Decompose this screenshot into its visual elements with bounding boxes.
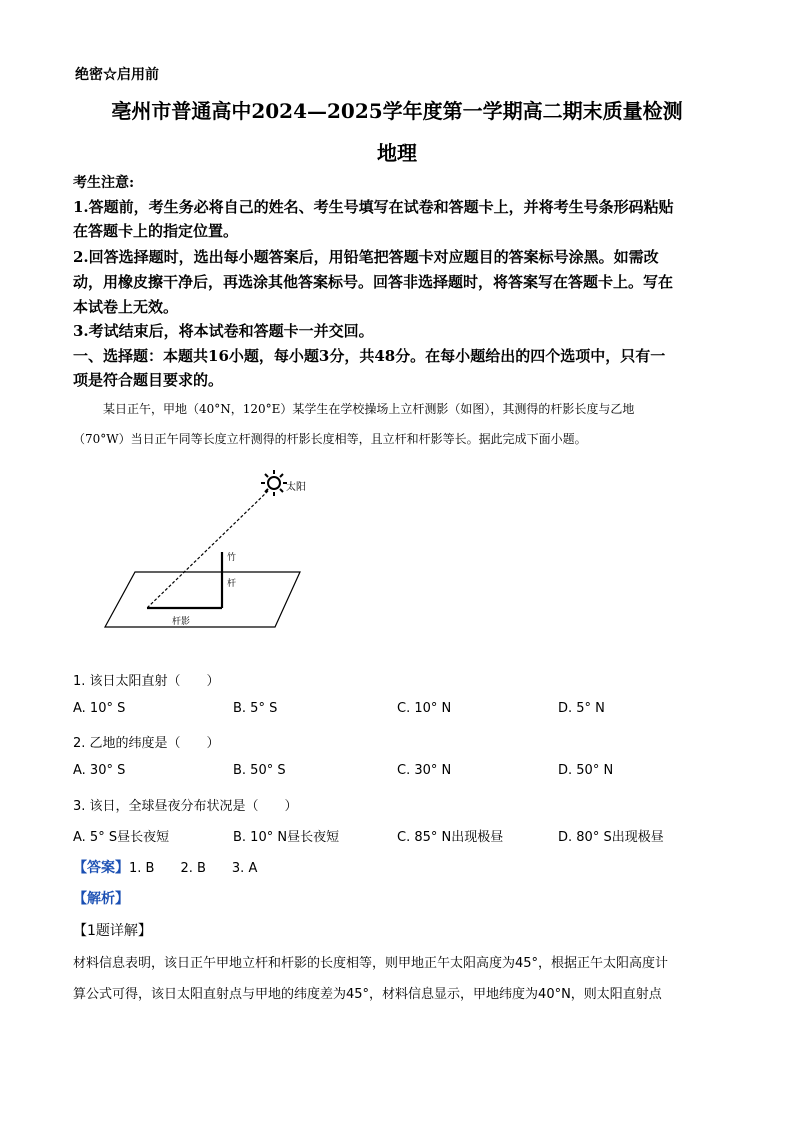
q3-option-c[interactable]: C. 85° N出现极昼 bbox=[397, 830, 504, 845]
q2-option-a[interactable]: A. 30° S bbox=[73, 763, 126, 778]
detail-heading: 【1题详解】 bbox=[73, 923, 152, 939]
notice-line-1: 1.答题前，考生务必将自己的姓名、考生号填写在试卷和答题卡上，并将考生号条形码粘贴 bbox=[73, 198, 674, 216]
question-2-stem: 2. 乙地的纬度是（ ） bbox=[73, 736, 220, 751]
question-3-stem: 3. 该日，全球昼夜分布状况是（ ） bbox=[73, 799, 298, 814]
material-line-1: 某日正午，甲地（40°N，120°E）某学生在学校操场上立杆测影（如图），其测得的杆影长度与乙地 bbox=[103, 402, 635, 416]
q2-option-b[interactable]: B. 50° S bbox=[233, 763, 286, 778]
pole-label-top: 竹 bbox=[227, 553, 237, 563]
subject-title: 地理 bbox=[377, 141, 417, 165]
section-heading-line-1: 一、选择题：本题共16小题，每小题3分，共48分。在每小题给出的四个选项中，只有一 bbox=[73, 347, 666, 365]
q1-option-d[interactable]: D. 5° N bbox=[558, 701, 605, 716]
pole-shadow-figure bbox=[95, 462, 335, 632]
answer-text: 1. B 2. B 3. A bbox=[129, 861, 258, 876]
answer-row bbox=[73, 857, 257, 877]
notice-line-6: 3.考试结束后，将本试卷和答题卡一并交回。 bbox=[73, 322, 374, 340]
sun-icon bbox=[261, 470, 287, 496]
notice-line-3: 2.回答选择题时，选出每小题答案后，用铅笔把答题卡对应题目的答案标号涂黑。如需改 bbox=[73, 248, 659, 266]
sun-label: 太阳 bbox=[286, 482, 306, 493]
question-1-stem: 1. 该日太阳直射（ ） bbox=[73, 674, 220, 689]
q3-option-d[interactable]: D. 80° S出现极昼 bbox=[558, 830, 664, 845]
q3-option-b[interactable]: B. 10° N昼长夜短 bbox=[233, 830, 340, 845]
q2-option-d[interactable]: D. 50° N bbox=[558, 763, 614, 778]
analysis-line-1: 材料信息表明，该日正午甲地立杆和杆影的长度相等，则甲地正午太阳高度为45°，根据正午太阳高度计 bbox=[73, 956, 669, 971]
material-line-2: （70°W）当日正午同等长度立杆测得的杆影长度相等，且立杆和杆影等长。据此完成下面小题。 bbox=[73, 432, 587, 446]
pole-label-bottom: 杆 bbox=[227, 579, 237, 589]
notice-heading: 考生注意: bbox=[73, 175, 135, 191]
answer-tag: 【答案】 bbox=[73, 860, 129, 876]
analysis-line-2: 算公式可得，该日太阳直射点与甲地的纬度差为45°，材料信息显示，甲地纬度为40°N，则太阳直射点 bbox=[73, 987, 662, 1002]
q1-option-c[interactable]: C. 10° N bbox=[397, 701, 452, 716]
sun-ray-line bbox=[147, 491, 268, 608]
q1-option-b[interactable]: B. 5° S bbox=[233, 701, 278, 716]
section-heading-line-2: 项是符合题目要求的。 bbox=[73, 371, 224, 389]
q1-option-a[interactable]: A. 10° S bbox=[73, 701, 126, 716]
notice-line-5: 本试卷上无效。 bbox=[73, 298, 179, 316]
notice-line-4: 动，用橡皮擦干净后，再选涂其他答案标号。回答非选择题时，将答案写在答题卡上。写在 bbox=[73, 273, 674, 291]
q3-option-a[interactable]: A. 5° S昼长夜短 bbox=[73, 830, 170, 845]
confidential-mark: 绝密☆启用前 bbox=[75, 67, 159, 83]
analysis-tag: 【解析】 bbox=[73, 891, 129, 907]
q2-option-c[interactable]: C. 30° N bbox=[397, 763, 452, 778]
notice-line-2: 在答题卡上的指定位置。 bbox=[73, 222, 239, 240]
ground-plane bbox=[105, 572, 300, 627]
shadow-label: 杆影 bbox=[172, 617, 191, 627]
exam-title: 亳州市普通高中2024—2025学年度第一学期高二期末质量检测 bbox=[111, 99, 683, 123]
